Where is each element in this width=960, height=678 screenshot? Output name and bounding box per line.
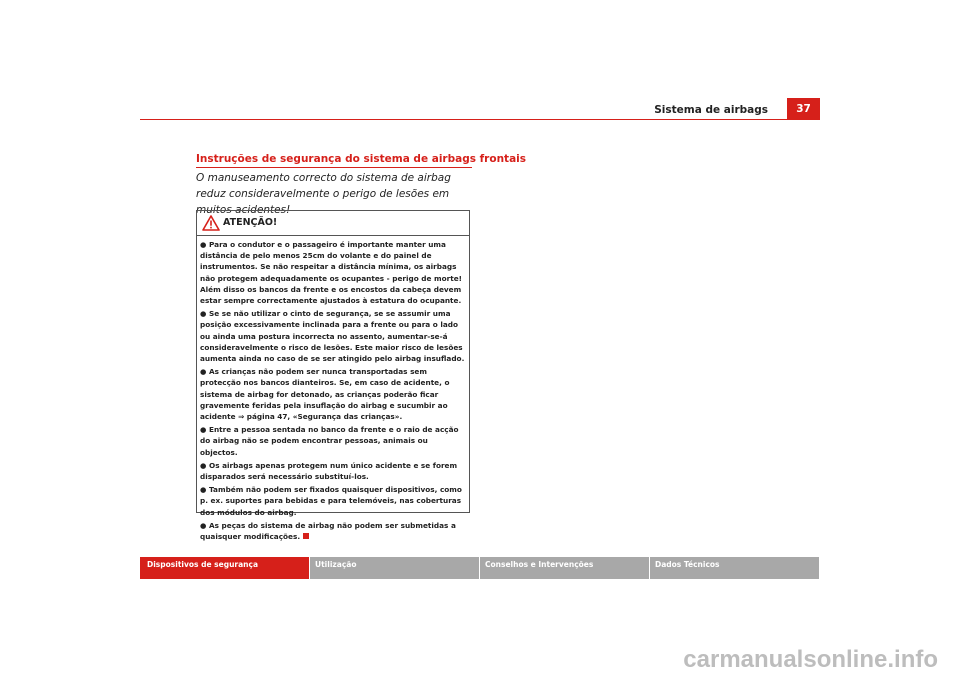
bullet-icon: ●: [200, 240, 207, 249]
bullet-icon: ●: [200, 485, 207, 495]
warning-item: ● Os airbags apenas protegem num único acidente e se forem disparados será necessário substituí-los.: [200, 460, 458, 482]
page-number: 37: [787, 98, 820, 119]
running-title: Sistema de airbags: [654, 104, 768, 116]
warning-triangle-icon: [202, 215, 220, 231]
bullet-icon: ●: [200, 367, 207, 377]
footer-tab-dados-tecnicos[interactable]: Dados Técnicos: [650, 557, 819, 579]
warning-title: ATENÇÃO!: [223, 217, 278, 228]
bullet-icon: ●: [200, 425, 207, 435]
warning-item: ● Também não podem ser fixados quaisquer dispositivos, como p. ex. suportes para bebidas e para telemóveis, nas coberturas dos módulos do airbag.: [200, 485, 462, 517]
bullet-icon: ●: [200, 460, 207, 470]
bullet-icon: ●: [200, 520, 207, 530]
footer-tab-dispositivos-de-seguranca[interactable]: Dispositivos de segurança: [140, 557, 309, 579]
warning-item: ● Entre a pessoa sentada no banco da frente e o raio de acção do airbag não se podem encontrar pessoas, animais ou objectos.: [200, 425, 459, 457]
watermark: carmanualsonline.info: [683, 646, 938, 673]
end-of-section-icon: [303, 533, 309, 539]
warning-item: ● Para o condutor e o passageiro é importante manter uma distância de pelo menos 25cm do volante e do painel de instrumentos. Se não respeitar a distância mínima, os airbags não protegem adequadamente os ocupantes - perigo de morte! Além disso os bancos da frente e os encostos da cabeça devem estar sempre correctamente ajustados à estatura do ocupante.: [200, 240, 462, 306]
intro-text: O manuseamento correcto do sistema de airbag reduz consideravelmente o perigo de lesões em muitos acidentes!: [196, 172, 451, 216]
warning-item: ● As crianças não podem ser nunca transportadas sem protecção nos bancos dianteiros. Se, em caso de acidente, o sistema de airbag for detonado, as crianças poderão ficar gravemente feridas pela insuflação do airbag e sucumbir ao acidente ⇒ página 47, «Segurança das crianças».: [200, 367, 450, 422]
warning-box: [196, 210, 470, 542]
warning-item: ● As peças do sistema de airbag não podem ser submetidas a quaisquer modificações.: [200, 520, 456, 542]
bullet-icon: ●: [200, 309, 207, 319]
footer-tab-utilizacao[interactable]: Utilização: [310, 557, 479, 579]
warning-item: ● Se se não utilizar o cinto de segurança, se se assumir uma posição excessivamente inclinada para a frente ou para o lado ou ainda uma postura incorrecta no assento, aumentar-se-á consideravelmente o risco de lesões. Este maior risco de lesões aumenta ainda no caso de se ser atingido pelo airbag insuflado.: [200, 309, 465, 364]
footer-tab-conselhos-e-intervencoes[interactable]: Conselhos e Intervenções: [480, 557, 649, 579]
warning-body: [197, 236, 469, 542]
warning-header: [197, 211, 469, 236]
header-rule: [140, 119, 820, 120]
section-heading: Instruções de segurança do sistema de airbags frontais: [196, 153, 472, 168]
